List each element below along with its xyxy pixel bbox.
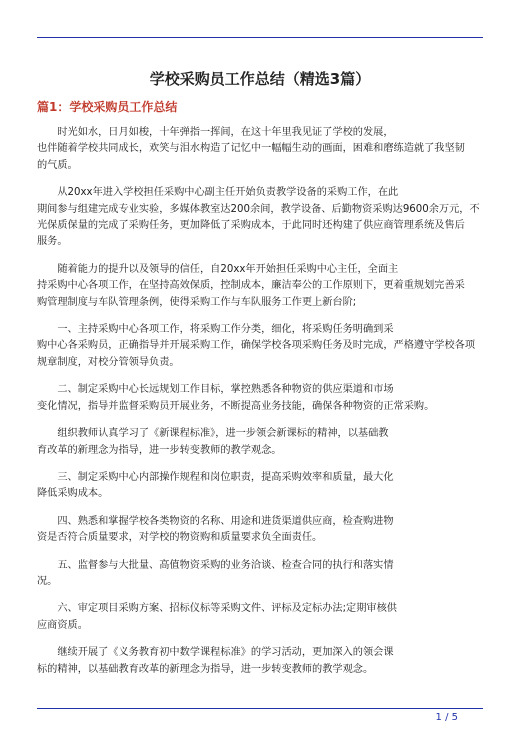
paragraph-line: 从20xx年进入学校担任采购中心副主任开始负责教学设备的采购工作，在此 [37,187,399,199]
paragraph-line: 规章制度，对校分管领导负责。 [37,356,180,368]
paragraph-line: 应商资质。 [37,619,88,631]
document-title: 学校采购员工作总结（精选3篇） [149,70,371,88]
paragraph-line: 一、主持采购中心各项工作，将采购工作分类，细化，将采购任务明确到采 [37,324,394,336]
paragraph [37,426,483,459]
paragraph-line: 标的精神，以基础教育改革的新理念为指导，进一步转变教师的教学观念。 [37,663,374,675]
paragraph [37,322,483,371]
paragraph-line: 六、审定项目采购方案、招标仪标等采购文件、评标及定标办法;定期审核供 [37,603,397,615]
page-number: 1 / 5 [435,712,458,723]
paragraph-line: 二、制定采购中心长远规划工作目标，掌控熟悉各种物资的供应渠道和市场 [37,384,394,396]
document-body [37,125,483,689]
paragraph [37,262,483,311]
paragraph-line: 时光如水，日月如梭，十年弹指一挥间，在这十年里我见证了学校的发展， [37,127,394,138]
paragraph [37,382,483,415]
paragraph-line: 况。 [37,575,58,587]
paragraph-line: 购管理制度与车队管理条例，使得采购工作与车队服务工作更上新台阶; [37,296,357,308]
paragraph-line: 变化情况，指导并监督采购员开展业务，不断提高业务技能，确保各种物资的正常采购。 [37,400,435,412]
paragraph-line: 购中心各采购员，正确指导并开展采购工作，确保学校各项采购任务及时完成，严格遵守学校各项 [37,340,476,352]
paragraph-line: 光保质保量的完成了采购任务，更加降低了采购成本，于此同时还构建了供应商管理系统及售后 [37,220,465,232]
paragraph-line: 五、监督参与大批量、高值物资采购的业务洽谈、检查合同的执行和落实情 [37,559,394,571]
paragraph-line: 组织教师认真学习了《新课程标准》，进一步领会新课标的精神，以基础教 [37,428,389,440]
paragraph-line: 三、制定采购中心内部操作规程和岗位职责，提高采购效率和质量，最大化 [37,471,394,483]
paragraph-line: 的气质。 [37,159,78,171]
paragraph-line: 持采购中心各项工作，在坚持高效保质，控制成本，廉洁奉公的工作原则下，更着重规划完善采 [37,280,465,292]
paragraph-line: 降低采购成本。 [37,488,109,500]
paragraph-line: 也伴随着学校共同成长，欢笑与泪水构造了记忆中一幅幅生动的画面，困难和磨练造就了我坚韧 [37,143,465,155]
paragraph-line: 四、熟悉和掌握学校各类物资的名称、用途和进货渠道供应商，检查购进物 [37,515,394,527]
paragraph [37,601,483,634]
section-heading: 篇1：学校采购员工作总结 [37,100,178,114]
paragraph [37,185,483,251]
paragraph [37,470,483,503]
paragraph [37,125,483,174]
footer-rule [37,708,483,709]
paragraph-line: 期间参与组建完成专业实验，多媒体教室达200余间，教学设备、后勤物资采购达9600余万元，不 [37,203,480,215]
paragraph-line: 随着能力的提升以及领导的信任，自20xx年开始担任采购中心主任，全面主 [37,263,399,275]
paragraph-line: 继续开展了《义务教育初中数学课程标准》的学习活动，更加深入的领会课 [37,647,394,659]
paragraph [37,514,483,547]
paragraph [37,558,483,591]
paragraph-line: 资是否符合质量要求，对学校的物资购和质量要求负全面责任。 [37,532,323,544]
header-rule [37,37,483,38]
paragraph [37,645,483,678]
paragraph-line: 育改革的新理念为指导，进一步转变教师的教学观念。 [37,444,282,456]
paragraph-line: 服务。 [37,236,68,248]
